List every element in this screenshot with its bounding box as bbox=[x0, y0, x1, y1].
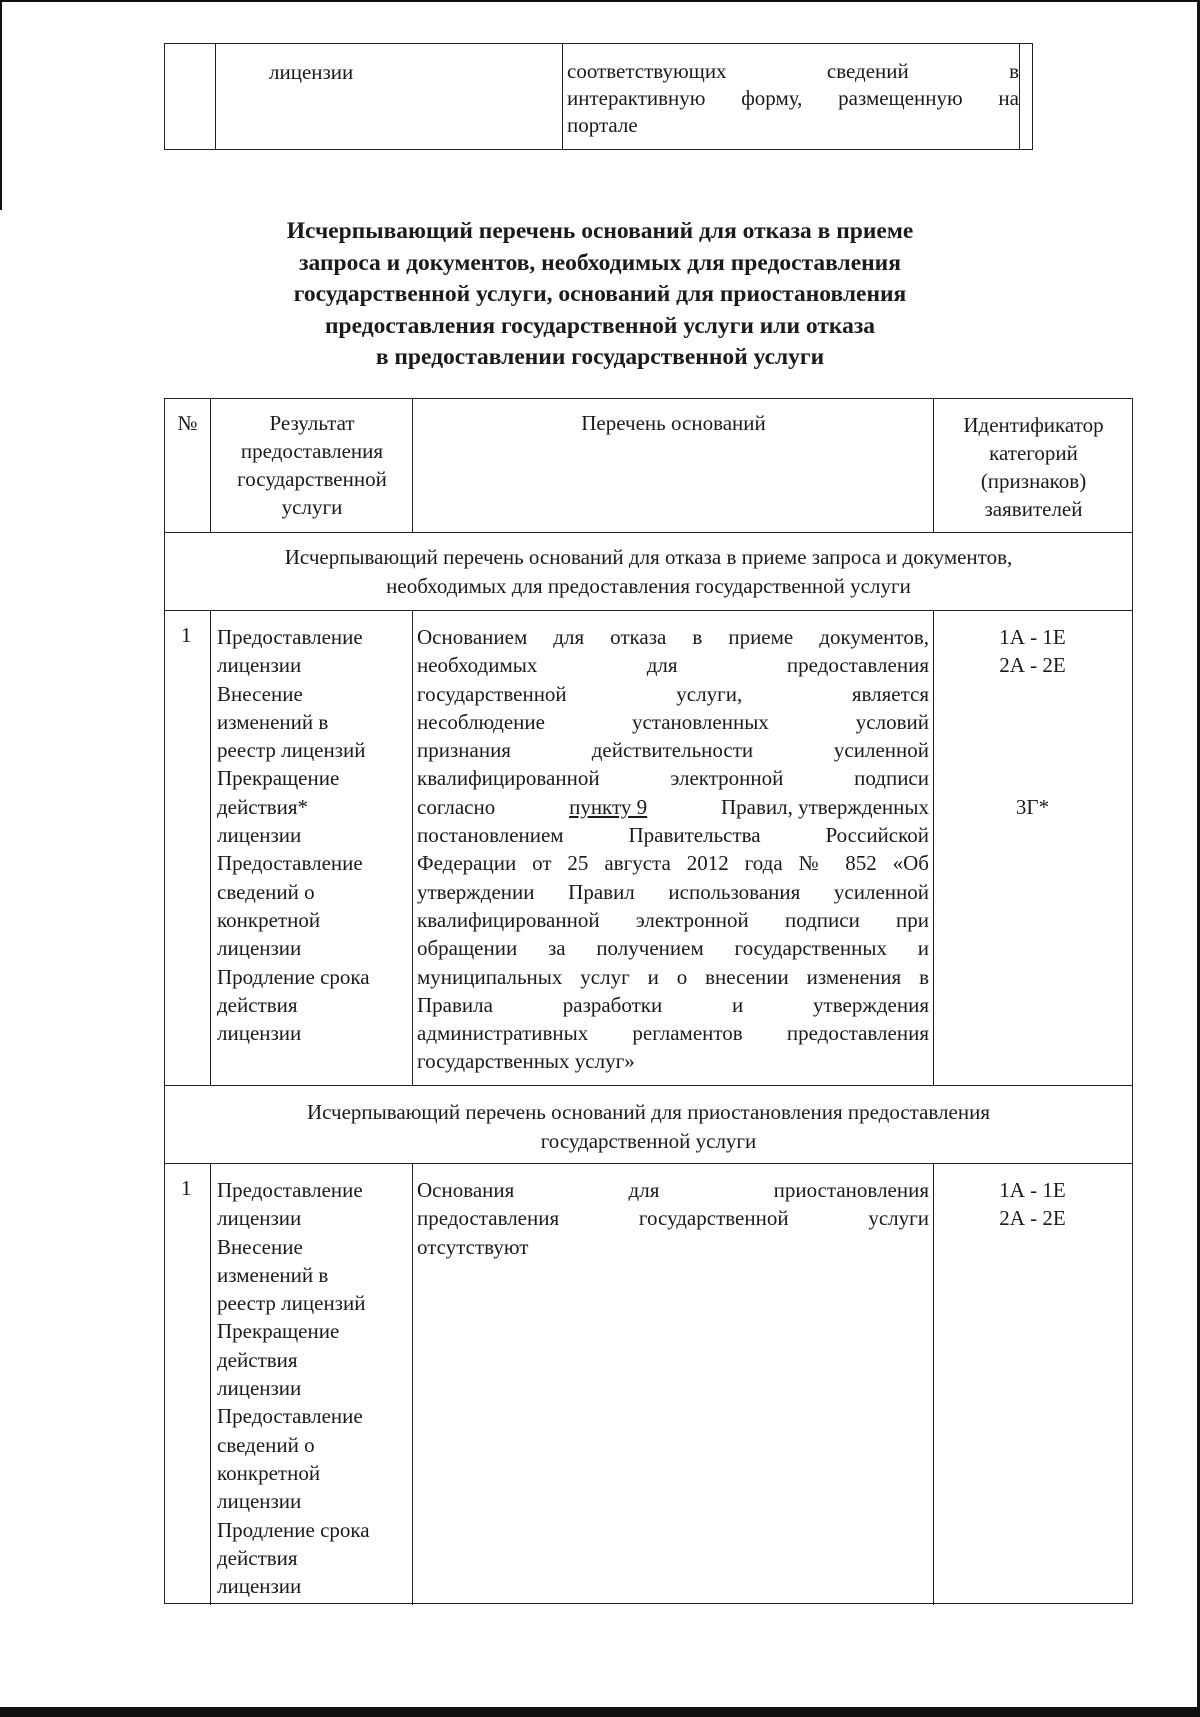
identifier-range: 1А - 1Е bbox=[999, 625, 1066, 649]
header-result bbox=[212, 409, 412, 521]
result-line: лицензии bbox=[217, 936, 302, 961]
header-line: услуги bbox=[281, 495, 343, 519]
result-line: лицензии bbox=[217, 823, 302, 848]
basis-line: постановлением Правительства Российской bbox=[417, 823, 929, 848]
result-line: действия bbox=[217, 992, 298, 1017]
text-line: портале bbox=[567, 113, 638, 137]
table-divider bbox=[215, 44, 216, 149]
result-line: Внесение bbox=[217, 1234, 303, 1259]
table-divider bbox=[1019, 44, 1020, 149]
basis-line: обращении за получением государственных и bbox=[417, 936, 929, 961]
heading-line: запроса и документов, необходимых для предоставления bbox=[299, 249, 901, 276]
header-line: заявителей bbox=[984, 497, 1083, 521]
table-divider bbox=[562, 44, 563, 149]
basis-line: утверждении Правил использования усиленной bbox=[417, 879, 929, 904]
row-results bbox=[217, 623, 397, 1047]
result-line: изменений в bbox=[217, 709, 329, 734]
header-identifier bbox=[935, 411, 1132, 523]
section-heading bbox=[200, 216, 1000, 374]
table-rule bbox=[165, 610, 1132, 611]
section-title-line: Исчерпывающий перечень оснований для приостановления предоставления bbox=[306, 1100, 990, 1124]
heading-line: в предоставлении государственной услуги bbox=[375, 344, 825, 370]
result-line: Предоставление bbox=[217, 1404, 363, 1429]
scan-edge-top bbox=[0, 0, 1200, 2]
basis-line: предоставления государственной услуги bbox=[417, 1206, 929, 1231]
basis-line: государственной услуги, является bbox=[417, 681, 929, 706]
table-divider bbox=[933, 610, 934, 1085]
table-divider bbox=[210, 1163, 211, 1605]
text-line: соответствующих сведений в bbox=[567, 59, 1019, 83]
scan-edge-bottom bbox=[0, 1707, 1200, 1717]
basis-fragment: Правил, утвержденных bbox=[720, 794, 929, 819]
continuation-description bbox=[567, 58, 1019, 139]
result-line: лицензии bbox=[217, 1206, 302, 1231]
result-line: Продление срока bbox=[217, 1517, 370, 1542]
basis-line: муниципальных услуг и о внесении изменения в bbox=[417, 964, 929, 989]
identifier-range: 3Г* bbox=[1015, 794, 1050, 819]
continuation-table bbox=[164, 43, 1033, 150]
section-title-refusal bbox=[185, 543, 1112, 601]
table-rule bbox=[165, 532, 1132, 533]
continuation-result: лицензии bbox=[269, 60, 354, 84]
header-line: категорий bbox=[989, 441, 1078, 465]
result-line: лицензии bbox=[217, 653, 302, 678]
row-number: 1 bbox=[181, 1176, 192, 1200]
table-divider bbox=[933, 399, 934, 532]
header-basis: Перечень оснований bbox=[581, 411, 766, 435]
header-line: Результат bbox=[269, 411, 355, 435]
result-line: лицензии bbox=[217, 1376, 302, 1401]
result-line: действия* bbox=[217, 794, 309, 819]
row-identifiers bbox=[935, 1176, 1130, 1233]
result-line: сведений о bbox=[217, 1432, 315, 1457]
result-line: Внесение bbox=[217, 681, 303, 706]
row-basis bbox=[417, 1176, 929, 1261]
row-identifiers bbox=[935, 623, 1130, 821]
table-divider bbox=[412, 610, 413, 1085]
result-line: Прекращение bbox=[217, 1319, 340, 1344]
basis-line: Основанием для отказа в приеме документов, bbox=[417, 625, 929, 649]
identifier-range: 1А - 1Е bbox=[999, 1178, 1066, 1202]
table-divider bbox=[933, 1163, 934, 1605]
result-line: лицензии bbox=[217, 1574, 302, 1599]
section-title-suspension bbox=[185, 1098, 1112, 1156]
identifier-range: 2А - 2Е bbox=[999, 653, 1066, 678]
header-line: (признаков) bbox=[980, 469, 1087, 493]
basis-line-with-reference bbox=[417, 793, 929, 821]
result-line: Продление срока bbox=[217, 964, 370, 989]
header-line: Идентификатор bbox=[963, 413, 1104, 437]
grounds-table bbox=[164, 398, 1133, 1604]
header-line: государственной bbox=[237, 467, 387, 491]
result-line: изменений в bbox=[217, 1262, 329, 1287]
result-line: конкретной bbox=[217, 907, 321, 932]
result-line: Предоставление bbox=[217, 625, 363, 649]
basis-line: квалифицированной электронной подписи при bbox=[417, 907, 929, 932]
basis-line: квалифицированной электронной подписи bbox=[417, 766, 929, 791]
result-line: действия bbox=[217, 1347, 298, 1372]
basis-fragment: согласно bbox=[417, 794, 496, 819]
basis-line: несоблюдение установленных условий bbox=[417, 709, 929, 734]
section-title-line: государственной услуги bbox=[540, 1129, 757, 1153]
row-basis bbox=[417, 623, 929, 1076]
result-line: Предоставление bbox=[217, 851, 363, 876]
result-line: Предоставление bbox=[217, 1178, 363, 1202]
table-rule bbox=[165, 1085, 1132, 1086]
basis-line: необходимых для предоставления bbox=[417, 653, 929, 678]
table-divider bbox=[412, 1163, 413, 1605]
result-line: сведений о bbox=[217, 879, 315, 904]
result-line: реестр лицензий bbox=[217, 1291, 366, 1316]
heading-line: Исчерпывающий перечень оснований для отказа в приеме bbox=[286, 218, 914, 244]
basis-line: Правила разработки и утверждения bbox=[417, 992, 929, 1017]
basis-line: признания действительности усиленной bbox=[417, 738, 929, 763]
table-divider bbox=[412, 399, 413, 532]
header-number: № bbox=[177, 411, 198, 435]
row-results bbox=[217, 1176, 397, 1600]
scan-edge-left bbox=[0, 0, 2, 210]
section-title-line: Исчерпывающий перечень оснований для отказа в приеме запроса и документов, bbox=[284, 545, 1013, 569]
basis-line: отсутствуют bbox=[417, 1234, 529, 1259]
table-rule bbox=[165, 1163, 1132, 1164]
heading-line: предоставления государственной услуги или отказа bbox=[324, 312, 876, 339]
basis-line: Федерации от 25 августа 2012 года № 852 «Об bbox=[417, 851, 929, 876]
header-line: предоставления bbox=[240, 439, 384, 463]
heading-line: государственной услуги, оснований для приостановления bbox=[293, 281, 907, 307]
result-line: конкретной bbox=[217, 1460, 321, 1485]
basis-line: государственных услуг» bbox=[417, 1049, 635, 1074]
result-line: действия bbox=[217, 1545, 298, 1570]
table-divider bbox=[210, 610, 211, 1085]
identifier-range: 2А - 2Е bbox=[999, 1206, 1066, 1231]
result-line: Прекращение bbox=[217, 766, 340, 791]
result-line: реестр лицензий bbox=[217, 738, 366, 763]
section-title-line: необходимых для предоставления государственной услуги bbox=[386, 574, 911, 598]
legal-reference: пункту 9 bbox=[569, 794, 648, 819]
basis-line: Основания для приостановления bbox=[417, 1178, 929, 1202]
basis-line: административных регламентов предоставления bbox=[417, 1021, 929, 1046]
result-line: лицензии bbox=[217, 1489, 302, 1514]
row-number: 1 bbox=[181, 623, 192, 647]
text-line: интерактивную форму, размещенную на bbox=[567, 86, 1019, 110]
result-line: лицензии bbox=[217, 1021, 302, 1046]
table-divider bbox=[210, 399, 211, 532]
